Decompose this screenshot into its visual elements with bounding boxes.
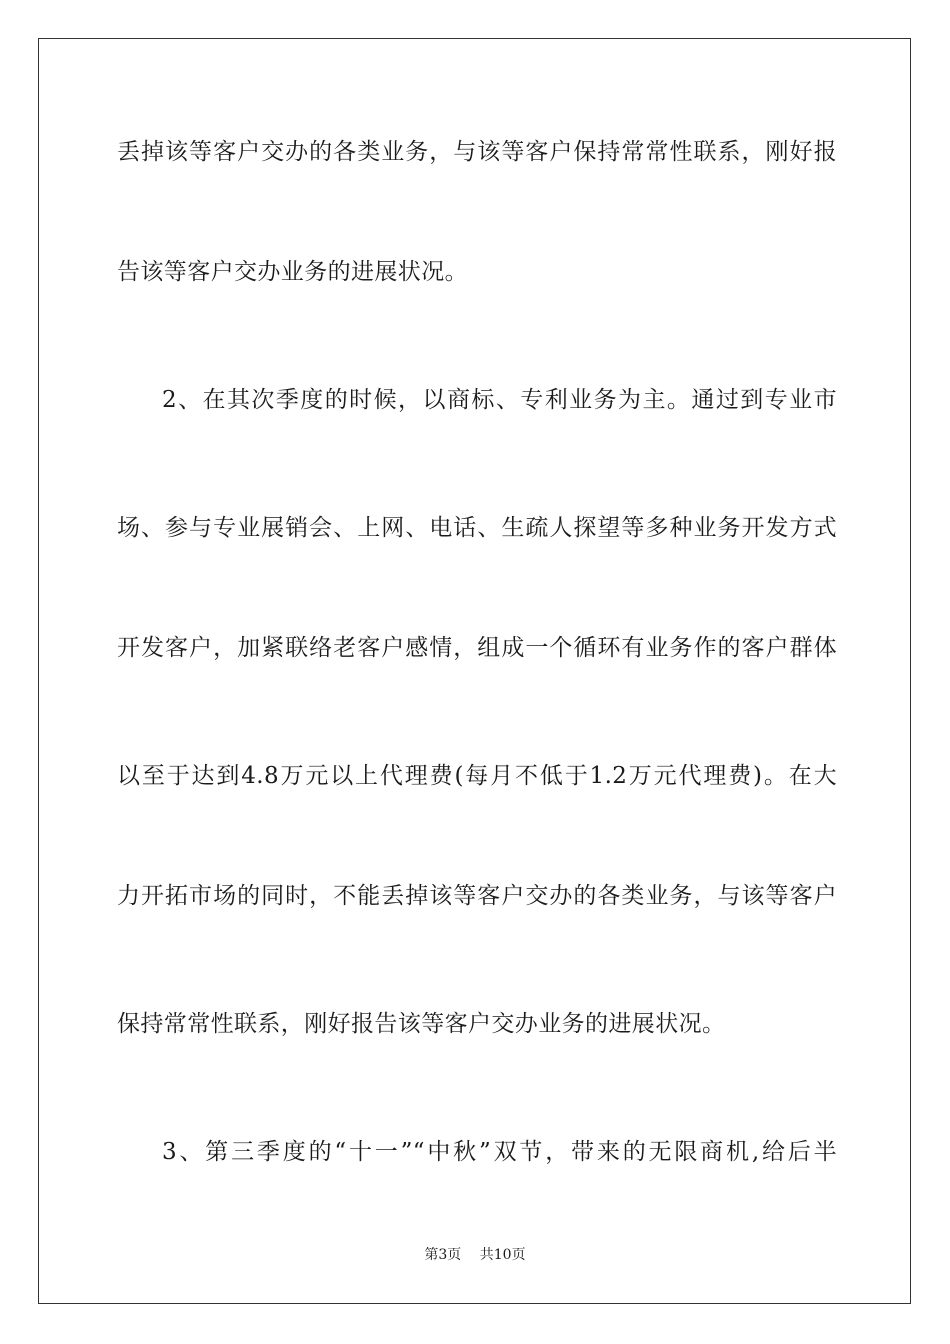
page-number-total: 共10页 — [479, 1247, 526, 1263]
body-text-line-9: 3、第三季度的“十一”“中秋”双节，带来的无限商机,给后半 — [162, 1139, 837, 1165]
body-text-line-4: 场、参与专业展销会、上网、电话、生疏人探望等多种业务开发方式 — [117, 515, 837, 541]
body-text-line-1: 丢掉该等客户交办的各类业务，与该等客户保持常常性联系，刚好报 — [117, 139, 837, 165]
body-text-line-8: 保持常常性联系，刚好报告该等客户交办业务的进展状况。 — [117, 1011, 726, 1037]
body-text-line-7: 力开拓市场的同时，不能丢掉该等客户交办的各类业务，与该等客户 — [117, 883, 837, 909]
body-text-line-6: 以至于达到4.8万元以上代理费(每月不低于1.2万元代理费)。在大 — [117, 763, 837, 789]
body-text-line-5: 开发客户，加紧联络老客户感情，组成一个循环有业务作的客户群体 — [117, 635, 837, 661]
page-number-current: 第3页 — [424, 1247, 462, 1263]
body-text-line-2: 告该等客户交办业务的进展状况。 — [117, 259, 468, 285]
body-text-line-3: 2、在其次季度的时候，以商标、专利业务为主。通过到专业市 — [162, 387, 837, 413]
page-footer — [0, 1245, 950, 1265]
page-border — [38, 38, 911, 1304]
